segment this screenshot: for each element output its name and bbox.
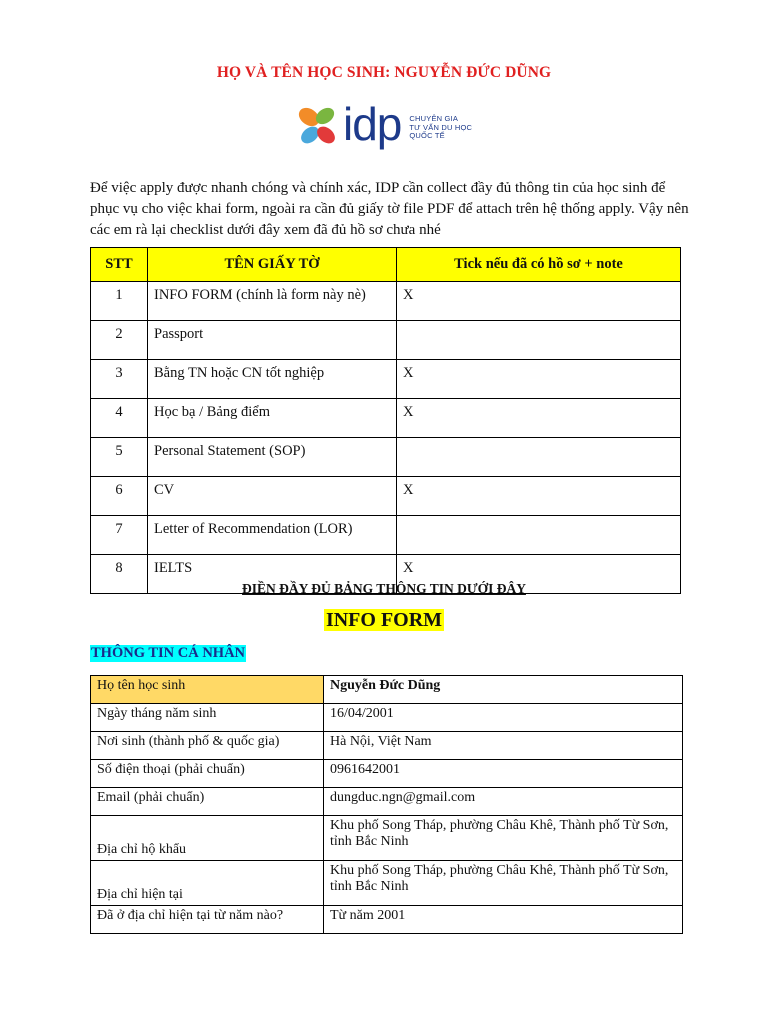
table-row [91, 516, 681, 555]
form-title [0, 609, 768, 632]
field-value[interactable]: 16/04/2001 [324, 704, 683, 732]
field-value[interactable]: Khu phố Song Tháp, phường Châu Khê, Thành phố Từ Sơn, tỉnh Bắc Ninh [324, 861, 683, 906]
logo-wordmark: idp [343, 98, 402, 150]
field-label: Số điện thoại (phải chuẩn) [91, 760, 324, 788]
row-stt: 5 [91, 438, 148, 477]
table-row [91, 438, 681, 477]
field-label: Địa chỉ hộ khẩu [91, 816, 324, 861]
table-row [91, 676, 683, 704]
idp-petal-icon [296, 104, 340, 148]
table-row [91, 906, 683, 934]
table-row [91, 360, 681, 399]
document-checklist-table [90, 247, 681, 594]
intro-paragraph: Để việc apply được nhanh chóng và chính xác, IDP cần collect đầy đủ thông tin của học sinh để phục vụ cho việc khai form, ngoài ra cần đủ giấy tờ file PDF để attach trên hệ thống apply. Vậy nên các em rà lại checklist dưới đây xem đã đủ hồ sơ chưa nhé [90, 180, 689, 238]
table-row [91, 282, 681, 321]
table-row [91, 704, 683, 732]
row-document-name: CV [148, 477, 397, 516]
table-row [91, 399, 681, 438]
row-document-name: Bằng TN hoặc CN tốt nghiệp [148, 360, 397, 399]
field-label: Họ tên học sinh [91, 676, 324, 704]
table-row [91, 861, 683, 906]
row-tick[interactable]: X [397, 399, 681, 438]
row-stt: 1 [91, 282, 148, 321]
field-value[interactable]: Nguyễn Đức Dũng [324, 676, 683, 704]
logo-tagline: CHUYÊN GIA TƯ VẤN DU HỌC QUỐC TẾ [409, 114, 473, 141]
row-tick[interactable]: X [397, 360, 681, 399]
idp-logo [296, 98, 473, 150]
field-label: Ngày tháng năm sinh [91, 704, 324, 732]
table-row [91, 732, 683, 760]
header-stt: STT [91, 248, 148, 282]
field-value[interactable]: dungduc.ngn@gmail.com [324, 788, 683, 816]
table-row [91, 321, 681, 360]
field-label: Đã ở địa chỉ hiện tại từ năm nào? [91, 906, 324, 934]
header-tick-note: Tick nếu đã có hồ sơ + note [397, 248, 681, 282]
row-stt: 2 [91, 321, 148, 360]
fill-instruction-heading: ĐIỀN ĐẦY ĐỦ BẢNG THÔNG TIN DƯỚI ĐÂY [242, 581, 526, 596]
table-row [91, 760, 683, 788]
row-stt: 8 [91, 555, 148, 594]
field-value[interactable]: Từ năm 2001 [324, 906, 683, 934]
field-label: Địa chỉ hiện tại [91, 861, 324, 906]
form-title-text: INFO FORM [325, 609, 443, 631]
header-document-name: TÊN GIẤY TỜ [148, 248, 397, 282]
row-tick[interactable]: X [397, 477, 681, 516]
table-row [91, 816, 683, 861]
row-stt: 3 [91, 360, 148, 399]
row-document-name: Passport [148, 321, 397, 360]
section-heading-personal-info: THÔNG TIN CÁ NHÂN [91, 645, 246, 661]
row-document-name: Personal Statement (SOP) [148, 438, 397, 477]
row-tick[interactable] [397, 438, 681, 477]
row-stt: 6 [91, 477, 148, 516]
row-tick[interactable]: X [397, 282, 681, 321]
field-value[interactable]: 0961642001 [324, 760, 683, 788]
checklist-header-row [91, 248, 681, 282]
row-stt: 7 [91, 516, 148, 555]
field-value[interactable]: Khu phố Song Tháp, phường Châu Khê, Thành phố Từ Sơn, tỉnh Bắc Ninh [324, 816, 683, 861]
row-tick[interactable] [397, 516, 681, 555]
table-row [91, 788, 683, 816]
field-value[interactable]: Hà Nội, Việt Nam [324, 732, 683, 760]
row-document-name: INFO FORM (chính là form này nè) [148, 282, 397, 321]
row-document-name: Letter of Recommendation (LOR) [148, 516, 397, 555]
table-row [91, 477, 681, 516]
row-tick[interactable] [397, 321, 681, 360]
row-stt: 4 [91, 399, 148, 438]
personal-info-table [90, 675, 683, 934]
field-label: Nơi sinh (thành phố & quốc gia) [91, 732, 324, 760]
row-document-name: Học bạ / Bảng điểm [148, 399, 397, 438]
row-document-name: IELTS [148, 555, 397, 594]
field-label: Email (phải chuẩn) [91, 788, 324, 816]
page-title: HỌ VÀ TÊN HỌC SINH: NGUYỄN ĐỨC DŨNG [216, 64, 552, 81]
row-tick[interactable]: X [397, 555, 681, 594]
